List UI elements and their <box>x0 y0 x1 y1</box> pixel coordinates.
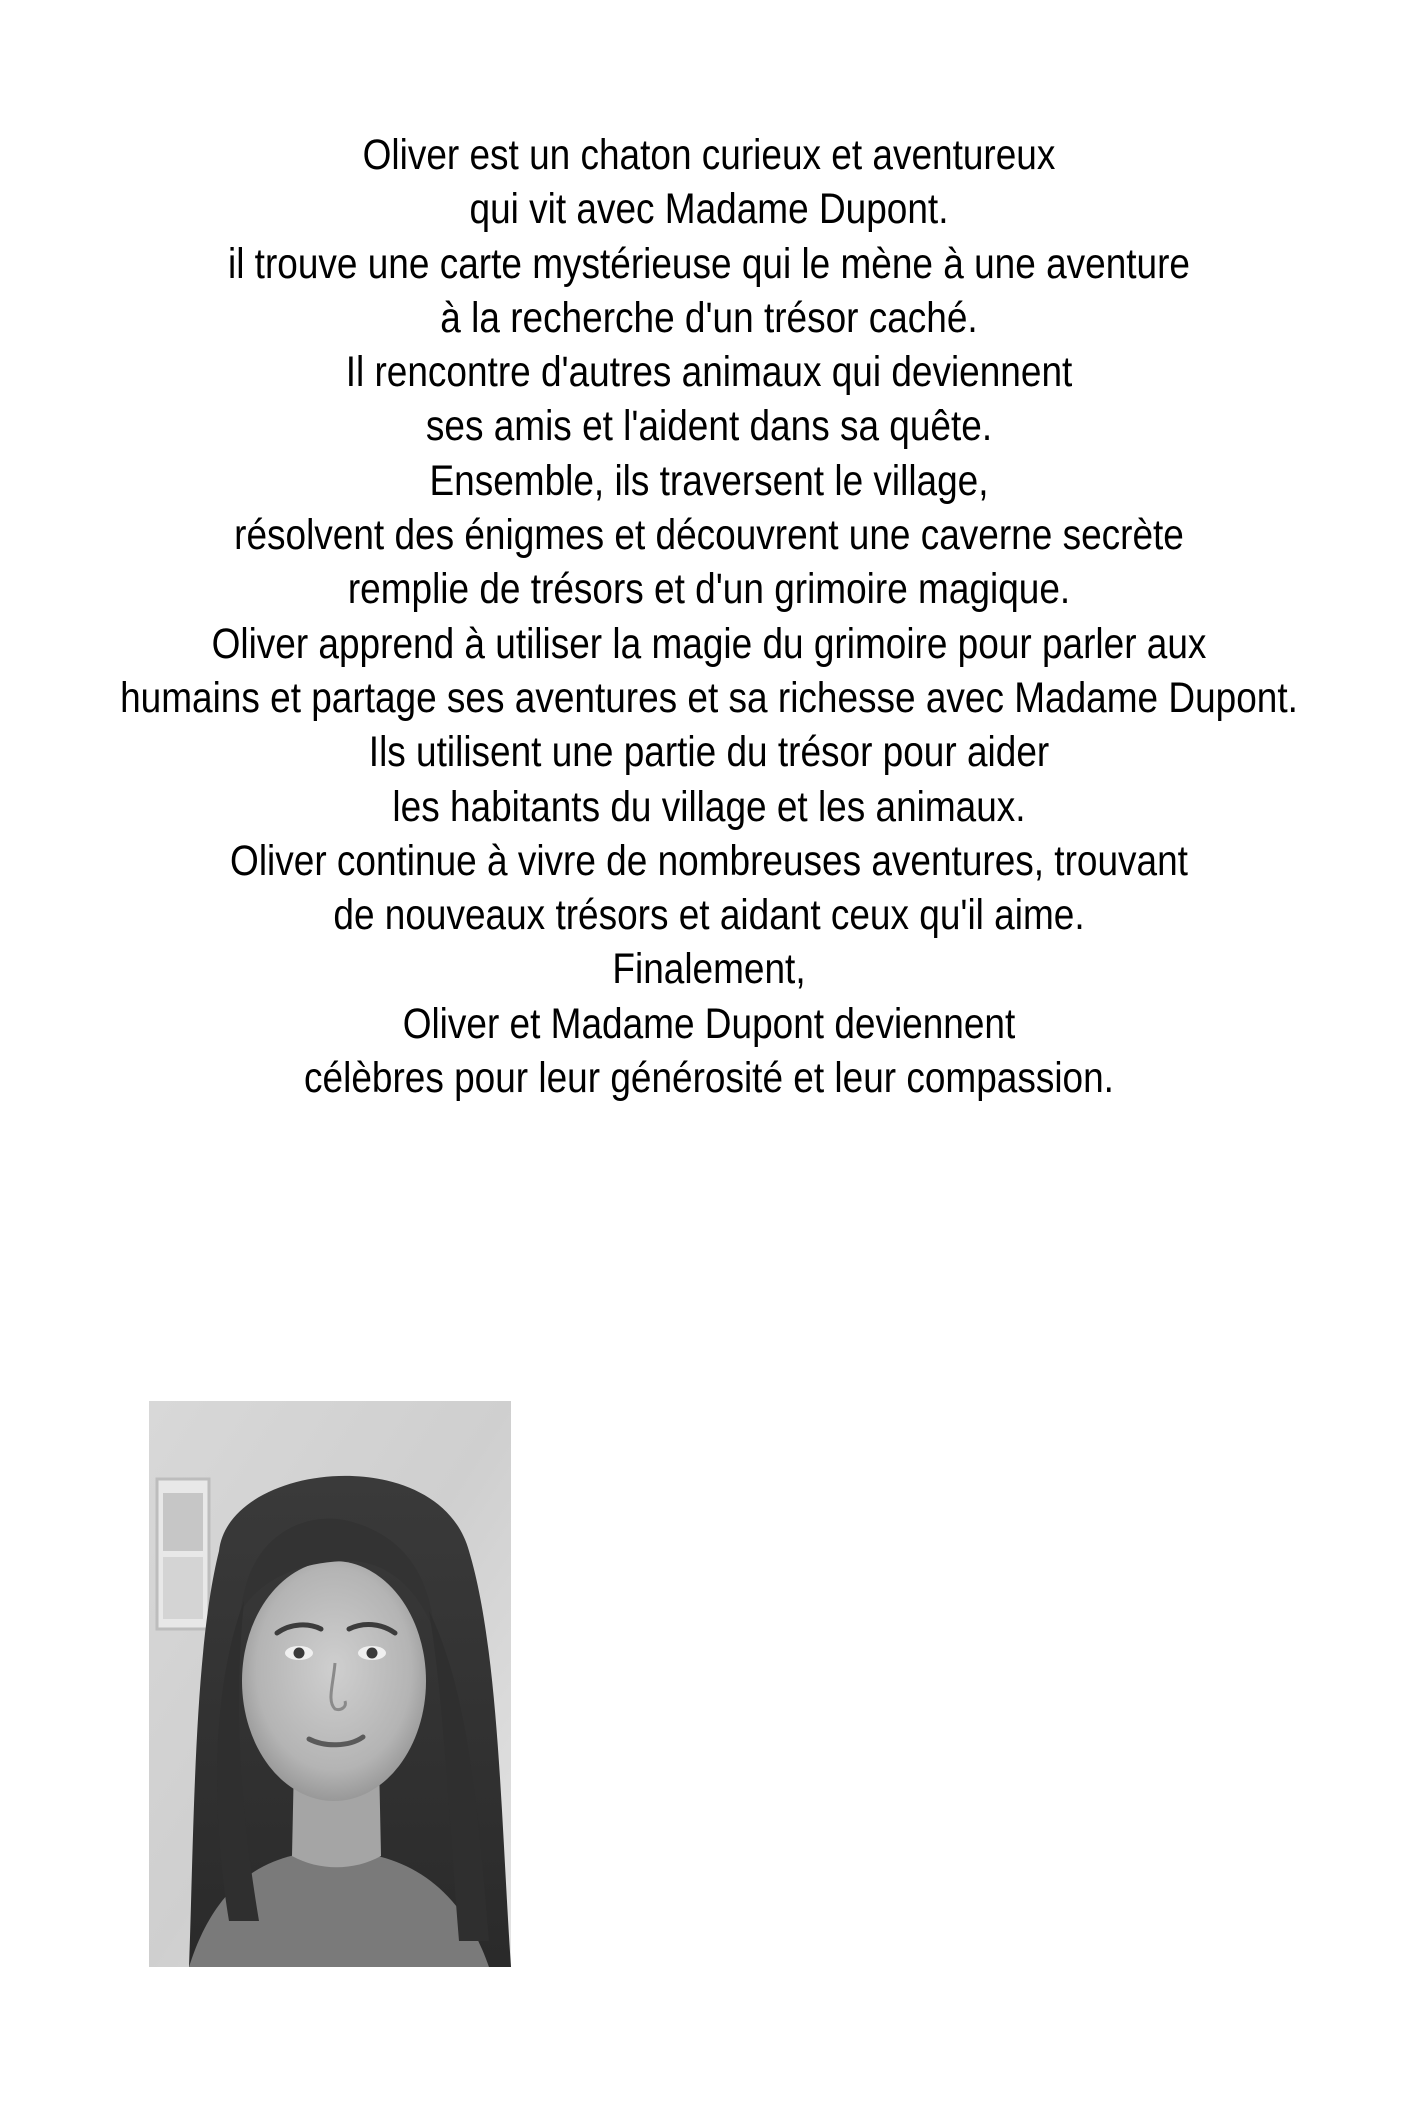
summary-line: à la recherche d'un trésor caché. <box>440 293 978 342</box>
summary-line: Oliver continue à vivre de nombreuses aventures, trouvant <box>230 836 1188 885</box>
summary-line: Ensemble, ils traversent le village, <box>429 456 989 505</box>
summary-line: Oliver et Madame Dupont deviennent <box>402 999 1016 1048</box>
summary-line: les habitants du village et les animaux. <box>392 782 1026 831</box>
summary-line: remplie de trésors et d'un grimoire magique. <box>347 565 1071 614</box>
summary-line: Oliver est un chaton curieux et aventureux <box>362 131 1056 179</box>
summary-line: Finalement, <box>612 945 806 994</box>
summary-line: de nouveaux trésors et aidant ceux qu'il aime. <box>333 891 1085 940</box>
summary-line: résolvent des énigmes et découvrent une caverne secrète <box>234 511 1184 560</box>
summary-line: célèbres pour leur générosité et leur compassion. <box>304 1054 1114 1103</box>
author-photo <box>149 1401 511 1967</box>
summary-line: il trouve une carte mystérieuse qui le mène à une aventure <box>227 239 1191 288</box>
summary-line: humains et partage ses aventures et sa richesse avec Madame Dupont. <box>120 673 1298 722</box>
summary-line: ses amis et l'aident dans sa quête. <box>425 402 993 451</box>
summary-line: qui vit avec Madame Dupont. <box>469 185 949 234</box>
summary-line: Il rencontre d'autres animaux qui deviennent <box>345 348 1073 397</box>
back-cover-summary <box>99 128 1318 1105</box>
summary-line: Oliver apprend à utiliser la magie du grimoire pour parler aux <box>211 619 1207 668</box>
summary-line: Ils utilisent une partie du trésor pour aider <box>368 728 1050 777</box>
